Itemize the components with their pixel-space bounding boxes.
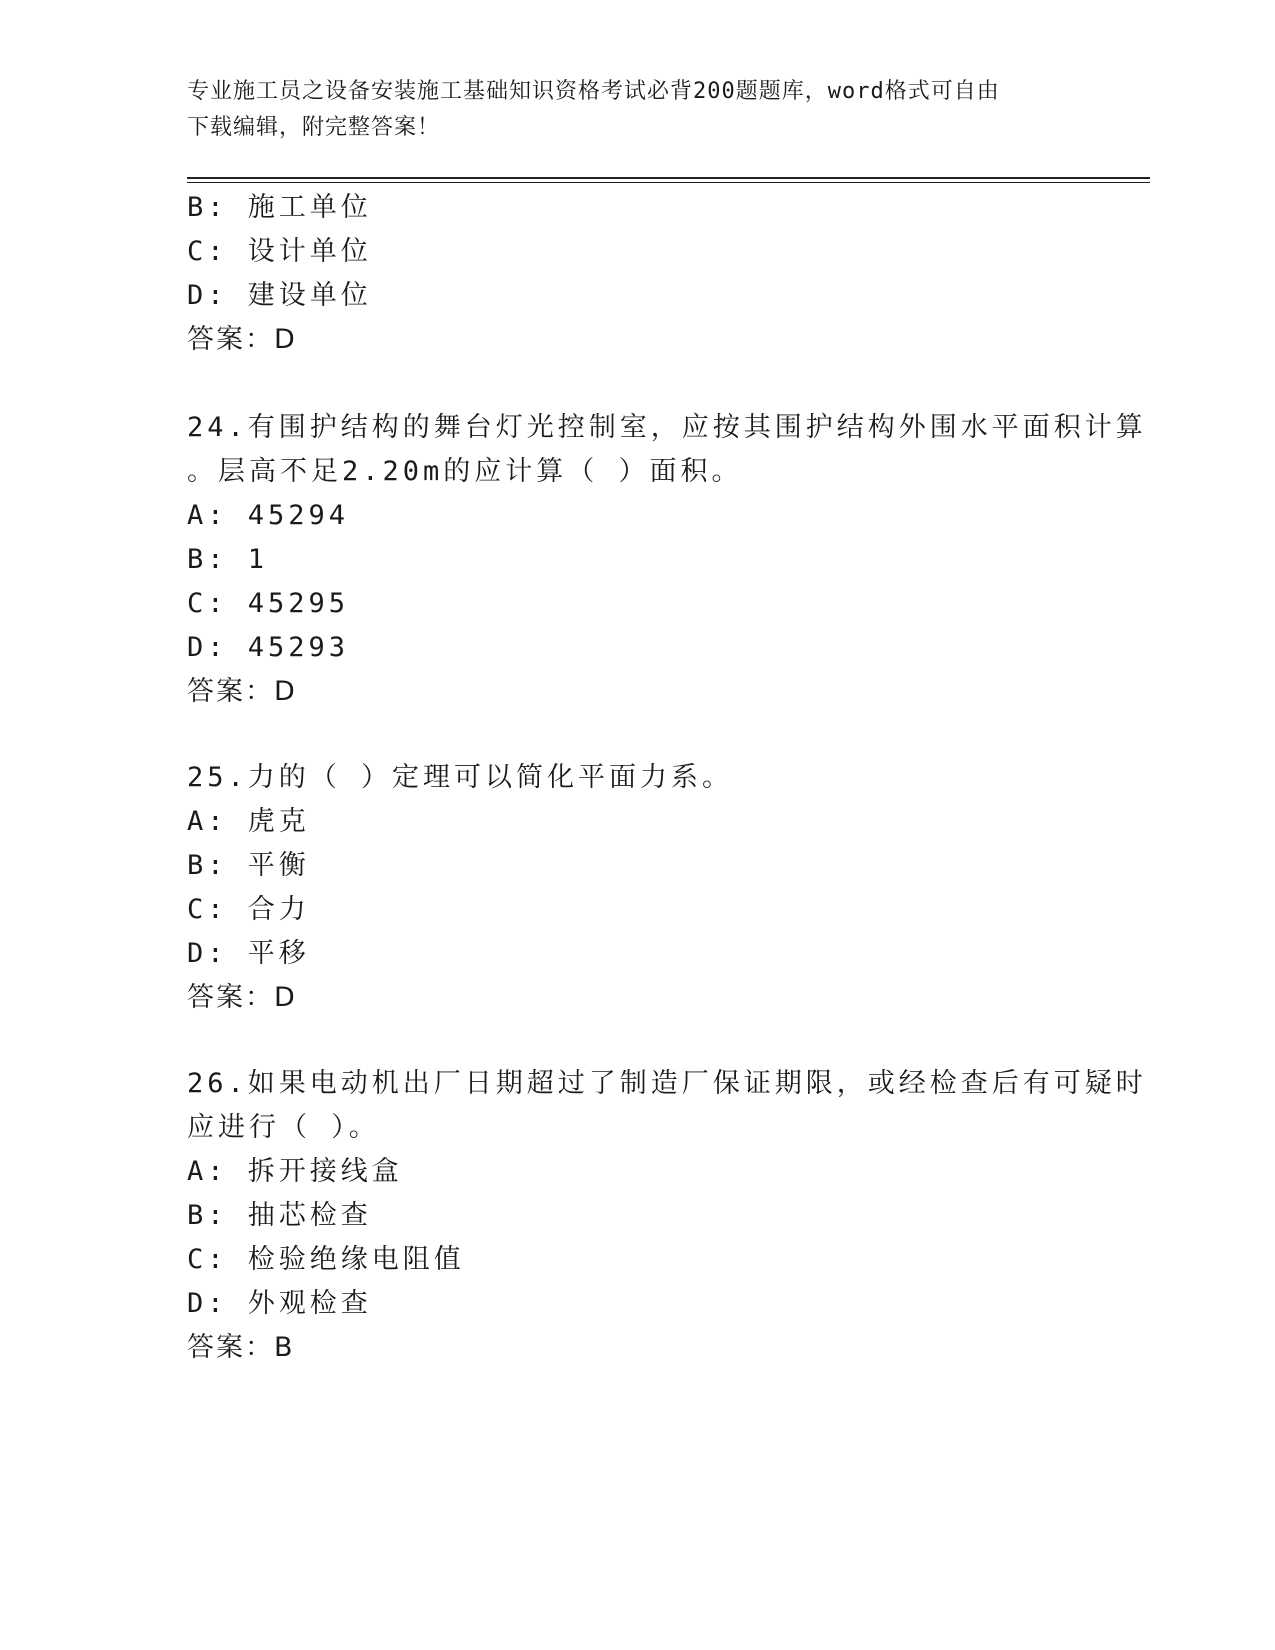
- header-line-1: 专业施工员之设备安装施工基础知识资格考试必背200题题库，word格式可自由: [187, 79, 1000, 104]
- q26-option-b: [187, 1194, 372, 1238]
- q25-option-b: [187, 844, 310, 888]
- option-label: D:: [187, 938, 228, 969]
- q24-stem-line-2: 。层高不足2.20m的应计算（ ）面积。: [187, 456, 743, 487]
- option-text: 45293: [247, 632, 350, 663]
- option-label: B:: [187, 1200, 228, 1231]
- option-text: 设计单位: [247, 236, 372, 267]
- option-text: 平移: [247, 938, 310, 969]
- header-rule-thick: [187, 177, 1150, 179]
- option-label: A:: [187, 500, 228, 531]
- option-label: B:: [187, 850, 228, 881]
- option-text: 45295: [247, 588, 350, 619]
- option-label: D:: [187, 280, 228, 311]
- option-label: A:: [187, 1156, 228, 1187]
- q25-option-d: [187, 932, 310, 976]
- q24-stem-line-1: 24.有围护结构的舞台灯光控制室，应按其围护结构外围水平面积计算: [187, 412, 1147, 443]
- option-label: B:: [187, 544, 228, 575]
- prev-answer: 答案：D: [187, 324, 297, 355]
- option-label: D:: [187, 1288, 228, 1319]
- q26-option-c: [187, 1238, 465, 1282]
- q26-option-a: [187, 1150, 403, 1194]
- q26-option-d: [187, 1282, 372, 1326]
- option-label: B:: [187, 192, 228, 223]
- q26-stem-line-1: 26.如果电动机出厂日期超过了制造厂保证期限，或经检查后有可疑时: [187, 1068, 1147, 1099]
- option-text: 拆开接线盒: [247, 1156, 403, 1187]
- option-label: C:: [187, 1244, 228, 1275]
- option-text: 检验绝缘电阻值: [247, 1244, 465, 1275]
- header-rule-thin: [187, 182, 1150, 183]
- option-text: 合力: [247, 894, 310, 925]
- option-label: C:: [187, 894, 228, 925]
- q26-stem-line-2: 应进行（ ）。: [187, 1112, 380, 1143]
- option-text: 1: [247, 544, 269, 575]
- option-label: C:: [187, 236, 228, 267]
- prev-option-c: [187, 230, 372, 274]
- option-text: 建设单位: [247, 280, 372, 311]
- option-text: 虎克: [247, 806, 310, 837]
- q25-option-a: [187, 800, 310, 844]
- option-label: C:: [187, 588, 228, 619]
- option-text: 平衡: [247, 850, 310, 881]
- q25-answer: 答案：D: [187, 982, 297, 1013]
- prev-option-d: [187, 274, 372, 318]
- q24-option-a: [187, 494, 349, 538]
- q25-option-c: [187, 888, 310, 932]
- document-header: [187, 74, 1087, 146]
- prev-option-b: [187, 186, 372, 230]
- q24-option-c: [187, 582, 349, 626]
- q24-option-d: [187, 626, 349, 670]
- option-text: 施工单位: [247, 192, 372, 223]
- header-line-2: 下载编辑，附完整答案！: [187, 115, 441, 140]
- q24-answer: 答案：D: [187, 676, 297, 707]
- q24-option-b: [187, 538, 268, 582]
- option-label: A:: [187, 806, 228, 837]
- option-text: 外观检查: [247, 1288, 372, 1319]
- q26-answer: 答案：B: [187, 1332, 295, 1363]
- option-text: 45294: [247, 500, 350, 531]
- q25-stem-line-1: 25.力的（ ）定理可以简化平面力系。: [187, 762, 734, 793]
- option-text: 抽芯检查: [247, 1200, 372, 1231]
- option-label: D:: [187, 632, 228, 663]
